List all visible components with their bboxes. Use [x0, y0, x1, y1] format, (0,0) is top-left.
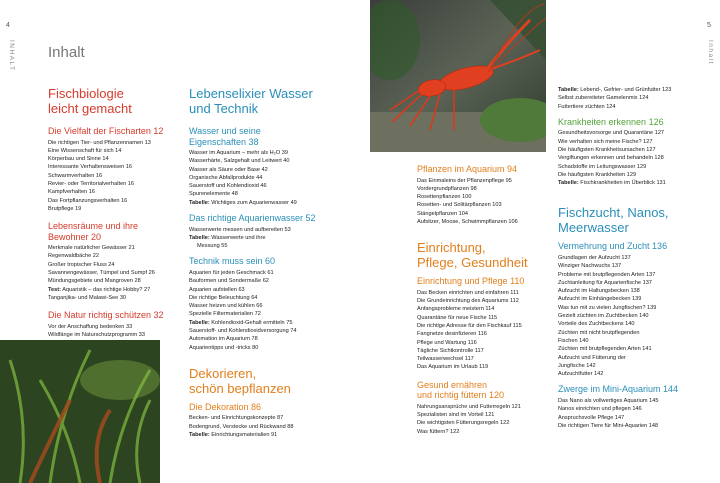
- toc-entry[interactable]: Das Becken einrichten und einfahren 111: [417, 289, 519, 296]
- toc-entry[interactable]: Tabelle: Wasserwerte und ihre: [189, 234, 266, 241]
- section-heading: Zwerge im Mini-Aquarium 144: [558, 384, 679, 395]
- toc-column-3: [417, 158, 562, 436]
- toc-entry[interactable]: Tanganjika- und Malawi-See 30: [48, 294, 127, 301]
- toc-entry[interactable]: Bodengrund, Verstecke und Rückwand 88: [189, 423, 294, 430]
- toc-entry[interactable]: Zuchtanleitung für Aquarienfische 137: [558, 279, 652, 286]
- toc-entry[interactable]: Schwarmverhalten 16: [48, 172, 103, 179]
- section-heading: Einrichtung und Pflege 110: [417, 276, 525, 287]
- toc-entry[interactable]: Selbst zubereiteter Gamelenmix 124: [558, 95, 649, 102]
- toc-entry[interactable]: Wie verhalten sich meine Fische? 127: [558, 138, 653, 145]
- toc-entry[interactable]: Aufsitzer, Moose, Schwimmpflanzen 106: [417, 218, 518, 225]
- toc-entry[interactable]: Tabelle: Einrichtungsmaterialien 91: [189, 432, 278, 439]
- toc-entry[interactable]: Tabelle: Fischkrankheiten im Überblick 131: [558, 180, 666, 187]
- toc-entry[interactable]: Test: Aquaristik – das richtige Hobby? 27: [48, 286, 151, 293]
- section-heading: Vermehrung und Zucht 136: [558, 241, 668, 252]
- toc-entry[interactable]: Die richtige Beleuchtung 64: [189, 294, 258, 301]
- toc-entry[interactable]: Savannengewässer, Tümpel und Sumpf 26: [48, 270, 155, 277]
- toc-entry[interactable]: Jungfische 142: [558, 362, 596, 369]
- toc-entry[interactable]: Spurenelemente 48: [189, 191, 238, 198]
- toc-entry[interactable]: Was tun mit zu vielen Jungfischen? 139: [558, 304, 657, 311]
- section-heading: Pflanzen im Aquarium 94: [417, 164, 518, 174]
- toc-entry[interactable]: Das Fortpflanzungsverhalten 16: [48, 197, 128, 204]
- toc-entry[interactable]: Aufzucht und Fütterung der: [558, 354, 626, 361]
- toc-column-2: [189, 86, 349, 439]
- toc-entry[interactable]: Spezialisten sind im Vorteil 121: [417, 412, 495, 419]
- chapter-heading-dekorieren: Dekorieren, schön bepflanzen: [189, 365, 291, 396]
- toc-entry[interactable]: Fangnetze desinfizieren 116: [417, 331, 487, 338]
- toc-entry[interactable]: Die häufigsten Krankheitsursachen 127: [558, 146, 656, 153]
- chapter-heading-fischbiologie: Fischbiologie leicht gemacht: [48, 86, 132, 116]
- running-head-right: Inhalt: [707, 40, 714, 65]
- section-heading: Technik muss sein 60: [189, 256, 276, 267]
- toc-entry[interactable]: Rosettenpflanzen 100: [417, 194, 472, 201]
- toc-entry[interactable]: Aufzucht im Einhängebecken 139: [558, 296, 642, 303]
- toc-entry[interactable]: Messung 55: [197, 243, 228, 250]
- toc-entry[interactable]: Mündungsgebiete und Mangroven 28: [48, 278, 141, 285]
- toc-entry[interactable]: Körperbau und Sinne 14: [48, 156, 109, 163]
- toc-entry[interactable]: Quarantäne für neue Fische 115: [417, 314, 498, 321]
- toc-entry[interactable]: Schadstoffe im Leitungswasser 129: [558, 163, 647, 170]
- toc-entry[interactable]: Die richtige Adresse für den Fischkauf 115: [417, 322, 522, 329]
- toc-entry[interactable]: Probleme mit brutpflegenden Arten 137: [558, 271, 656, 278]
- toc-entry[interactable]: Das Einmaleins der Pflanzenpflege 95: [417, 177, 512, 184]
- toc-entry[interactable]: Automation im Aquarium 78: [189, 336, 258, 343]
- section-heading: Lebensräume und ihre Bewohner 20: [48, 221, 139, 242]
- toc-entry[interactable]: Becken- und Einrichtungskonzepte 87: [189, 415, 284, 422]
- toc-entry[interactable]: Wasser im Aquarium – mehr als H₂O 39: [189, 150, 288, 156]
- page-number-right: 5: [707, 22, 711, 29]
- toc-entry[interactable]: Pflege und Wartung 116: [417, 339, 477, 346]
- toc-entry[interactable]: Winziger Nachwuchs 137: [558, 263, 622, 270]
- toc-entry[interactable]: Spezielle Filtermaterialien 72: [189, 311, 261, 318]
- toc-entry[interactable]: Grundlagen der Aufzucht 137: [558, 254, 631, 261]
- toc-entry[interactable]: Nanos einrichten und pflegen 146: [558, 406, 642, 413]
- toc-entry[interactable]: Die richtigen Tiere für Mini-Aquarien 148: [558, 422, 659, 429]
- toc-entry[interactable]: Aquarien für jeden Geschmack 61: [189, 269, 274, 276]
- toc-entry[interactable]: Wildfänge im Naturschutzprogramm 33: [48, 332, 145, 339]
- crayfish-photo: [370, 0, 546, 152]
- page-number-left: 4: [6, 22, 10, 29]
- toc-entry[interactable]: Die richtigen Tier- und Pflanzennamen 13: [48, 139, 151, 146]
- toc-entry[interactable]: Wasser als Säure oder Base 42: [189, 166, 268, 173]
- toc-entry[interactable]: Rosetten- und Solitärpflanzen 103: [417, 202, 502, 209]
- toc-entry[interactable]: Eine Wissenschaft für sich 14: [48, 147, 122, 154]
- toc-entry[interactable]: Die wichtigsten Fütterungsregeln 122: [417, 420, 510, 427]
- toc-entry[interactable]: Großer tropischer Fluss 24: [48, 261, 115, 268]
- toc-entry[interactable]: Sauerstoff und Kohlendioxid 46: [189, 183, 267, 190]
- toc-entry[interactable]: Nahrungsansprüche und Futterregeln 121: [417, 403, 521, 410]
- toc-entry[interactable]: Revier- oder Territorialverhalten 16: [48, 180, 135, 187]
- chapter-heading-fischzucht: Fischzucht, Nanos, Meerwasser: [558, 205, 669, 236]
- toc-entry[interactable]: Anspruchsvolle Pflege 147: [558, 414, 625, 421]
- toc-entry[interactable]: Kampfverhalten 16: [48, 189, 95, 196]
- page-title: Inhalt: [48, 44, 85, 61]
- toc-entry[interactable]: Gezielt züchten im Zuchtbecken 140: [558, 313, 649, 320]
- toc-entry[interactable]: Züchten mit brutpflegenden Arten 141: [558, 346, 652, 353]
- toc-entry[interactable]: Interessante Verhaltensweisen 16: [48, 164, 132, 171]
- toc-entry[interactable]: Das Aquarium im Urlaub 119: [417, 364, 489, 371]
- toc-entry[interactable]: Vorteile des Zuchtbeckens 140: [558, 321, 635, 328]
- toc-entry[interactable]: Tabelle: Kohlendioxid-Gehalt ermitteln 75: [189, 319, 293, 326]
- toc-entry[interactable]: Regenwaldbäche 22: [48, 253, 100, 260]
- toc-entry[interactable]: Tabelle: Lebend-, Gefrier- und Grünfutter 123: [558, 87, 672, 93]
- running-head-left: INHALT: [8, 40, 15, 72]
- toc-entry[interactable]: Bauformen und Sondermaße 62: [189, 278, 269, 285]
- toc-entry[interactable]: Das Nano als vollwertiges Aquarium 145: [558, 397, 659, 404]
- toc-entry[interactable]: Fischen 140: [558, 337, 589, 344]
- section-heading: Die Dekoration 86: [189, 401, 262, 412]
- toc-entry[interactable]: Merkmale natürlicher Gewässer 21: [48, 245, 135, 252]
- section-heading: Gesund ernähren und richtig füttern 120: [417, 379, 505, 401]
- toc-entry[interactable]: Die häufigsten Krankheiten 129: [558, 171, 637, 178]
- chapter-heading-wasser: Lebenselixier Wasser und Technik: [189, 86, 313, 116]
- toc-entry[interactable]: Züchten mit nicht brutpflegenden: [558, 329, 640, 336]
- toc-entry[interactable]: Sauerstoff- und Kohlendioxidversorgung 74: [189, 328, 297, 335]
- toc-entry[interactable]: Futtertiere züchten 124: [558, 103, 616, 110]
- toc-entry[interactable]: Was füttern? 122: [417, 428, 460, 435]
- section-heading: Wasser und seine Eigenschaften 38: [189, 126, 261, 147]
- toc-entry[interactable]: Teilwasserwechsel 117: [417, 356, 474, 363]
- toc-column-4: [558, 86, 708, 430]
- toc-entry[interactable]: Die Grundeinrichtung des Aquariums 112: [417, 298, 519, 305]
- section-heading: Das richtige Aquarienwasser 52: [189, 213, 316, 224]
- toc-entry[interactable]: Wasserwerte messen und aufbereiten 53: [189, 226, 291, 233]
- toc-entry[interactable]: Anfangsprobleme meistern 114: [417, 306, 495, 313]
- aquarium-plant-photo: [0, 340, 160, 483]
- toc-entry[interactable]: Aufzucht im Haltungsbecken 138: [558, 288, 640, 295]
- toc-column-1: [48, 86, 198, 339]
- chapter-heading-einrichtung: Einrichtung, Pflege, Gesundheit: [417, 240, 528, 271]
- toc-entry[interactable]: Vergiftungen erkennen und behandeln 128: [558, 155, 664, 162]
- section-heading: Die Natur richtig schützen 32: [48, 310, 164, 321]
- toc-entry[interactable]: Vordergrundpflanzen 98: [417, 185, 477, 192]
- toc-entry[interactable]: Tägliche Sichtkontrolle 117: [417, 347, 484, 354]
- toc-entry[interactable]: Aquarientipps und -tricks 80: [189, 344, 259, 351]
- toc-entry[interactable]: Aufzuchtfutter 142: [558, 371, 604, 378]
- toc-entry[interactable]: Brutpflege 19: [48, 205, 82, 212]
- toc-entry[interactable]: Gesundheitsvorsorge und Quarantäne 127: [558, 130, 665, 137]
- toc-entry[interactable]: Aquarien aufstellen 63: [189, 286, 245, 293]
- toc-entry[interactable]: Organische Abfallprodukte 44: [189, 174, 263, 181]
- section-heading: Die Vielfalt der Fischarten 12: [48, 126, 164, 136]
- section-heading: Krankheiten erkennen 126: [558, 116, 664, 127]
- toc-entry[interactable]: Stängelpflanzen 104: [417, 210, 469, 217]
- toc-entry[interactable]: Vor der Anschaffung bedenken 33: [48, 323, 133, 330]
- toc-entry[interactable]: Tabelle: Wichtiges zum Aquarienwasser 49: [189, 199, 297, 206]
- toc-entry[interactable]: Wasser heizen und kühlen 66: [189, 303, 263, 310]
- toc-entry[interactable]: Wasserhärte, Salzgehalt und Leitwert 40: [189, 158, 290, 165]
